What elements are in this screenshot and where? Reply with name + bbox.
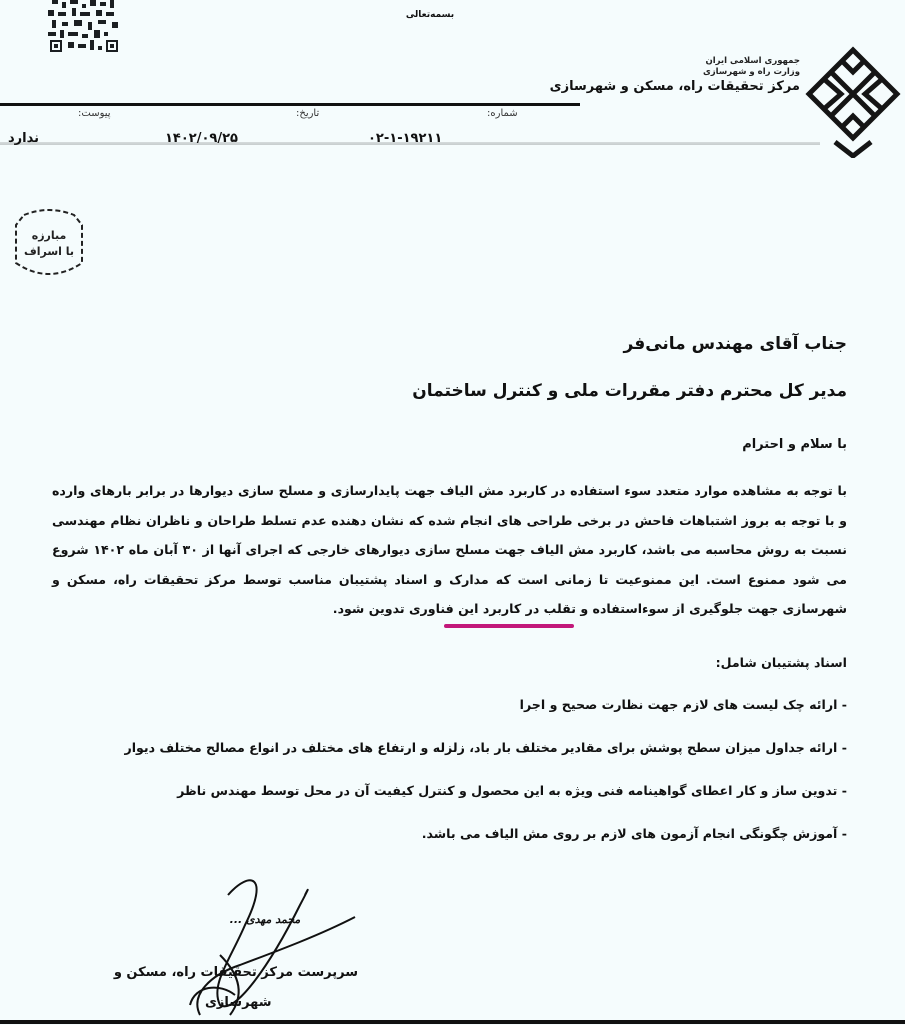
number-label: شماره: — [487, 108, 518, 119]
letter-body-continuation: این ممنوعیت تا زمانی است که مدارک و اسناد پشتیبان مناسب توسط مرکز تحقیقات راه، مسکن و شهرسازی جهت جلوگیری از سوءاستفاده و تقلب در کاربرد این فناوری تدوین شود. — [52, 571, 847, 616]
date-label: تاریخ: — [296, 108, 320, 119]
org-line-ministry: وزارت راه و شهرسازی — [702, 67, 800, 77]
svg-text:با اسراف: با اسراف — [23, 245, 75, 258]
header-divider — [0, 103, 580, 106]
org-line-country: جمهوری اسلامی ایران — [705, 56, 800, 66]
classification-heading: بسمه‌تعالی — [405, 10, 455, 20]
highlight-underline — [444, 624, 574, 628]
qr-code-icon — [44, 0, 124, 54]
anti-waste-stamp-icon — [10, 205, 88, 281]
letter-body-text: با توجه به مشاهده موارد متعدد سوء استفاده در کاربرد مش الیاف جهت پایدارسازی و مسلح سازی دیوارها در برابر بارهای وارده و با توجه به بروز اشتباهات فاحش در برخی طراحی های انجام شده که نشان دهنده عدم تسلط طراحان و ناظران نظام مهندسی نسبت به روش محاسبه می باشد، کاربرد مش الیاف جهت مسلح سازی دیوارهای خارجی که اجرای آنها از ۳۰ آبان ماه ۱۴۰۲ شروع می شود ممنوع است. — [52, 483, 847, 587]
bottom-border — [0, 1020, 905, 1024]
letter-date: ۱۴۰۲/۰۹/۲۵ — [165, 131, 238, 146]
list-item: - ارائه چک لیست های لازم جهت نظارت صحیح و اجرا — [519, 697, 847, 712]
signatory-title: سرپرست مرکز تحقیقات راه، مسکن و — [113, 965, 358, 980]
signatory-name: محمد مهدی ... — [229, 913, 301, 926]
list-item: - تدوین ساز و کار اعطای گواهینامه فنی ویژه به این محصول و کنترل کیفیت آن در محل توسط مهندس ناظر — [177, 783, 847, 798]
recipient-title: مدیر کل محترم دفتر مقررات ملی و کنترل ساختمان — [412, 381, 847, 401]
signatory-title-continued: شهرسازی — [205, 995, 272, 1010]
attachment-label: پیوست: — [78, 108, 111, 119]
letter-body — [52, 476, 847, 624]
letter-number: ۰۲-۱-۱۹۲۱۱ — [368, 131, 443, 146]
list-item: - ارائه جداول میزان سطح پوشش برای مقادیر مختلف بار باد، زلزله و ارتفاع های مختلف در انواع مصالح مختلف دیوار — [124, 740, 847, 755]
svg-text:مبارزه: مبارزه — [31, 229, 67, 242]
attachment-value: ندارد — [8, 131, 40, 146]
list-item: - آموزش چگونگی انجام آزمون های لازم بر روی مش الیاف می باشد. — [421, 826, 847, 841]
recipient-name: جناب آقای مهندس مانی‌فر — [623, 334, 847, 354]
organization-header — [550, 56, 800, 96]
greeting: با سلام و احترام — [742, 437, 847, 452]
list-title: اسناد پشتیبان شامل: — [715, 655, 847, 670]
org-name: مرکز تحقیقات راه، مسکن و شهرسازی — [549, 79, 800, 94]
